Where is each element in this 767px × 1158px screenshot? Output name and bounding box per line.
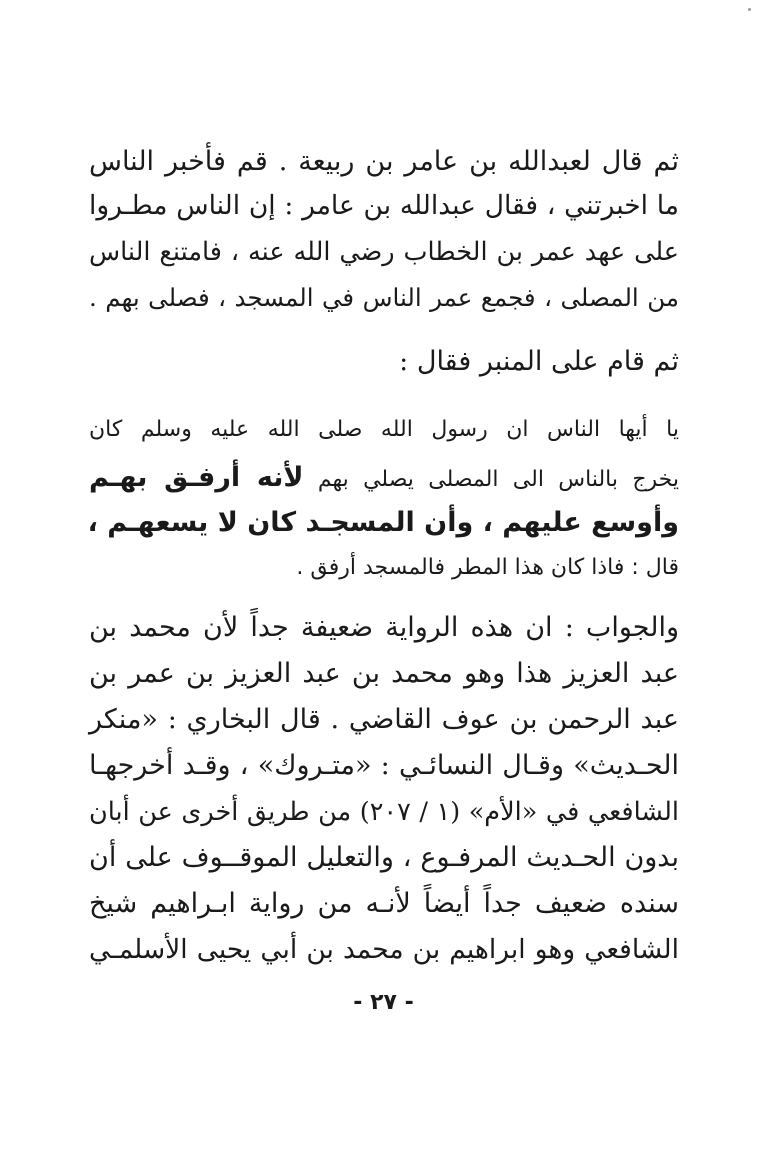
text-line: عبد العزيز هذا وهو محمد بن عبد العزيز بن عمر بن (89, 658, 679, 689)
text-line-bold: وأوسع عليهم ، وأن المسجـد كان لا يسعهـم ، (87, 507, 679, 538)
text-line: عبد الرحمن بن عوف القاضي . قال البخاري : «منكر (89, 704, 679, 735)
text-line: من المصلى ، فجمع عمر الناس في المسجد ، فصلى بهم . (89, 283, 679, 312)
plain-text: يخرج بالناس الى المصلى يصلي بهم (317, 467, 680, 492)
bold-text: لأنه أرفـق بهـم (89, 462, 304, 493)
text-line-mixed (89, 458, 679, 498)
page-number: - ٢٧ - (353, 990, 414, 1015)
text-line: الحـديث» وقـال النسائـي : «متـروك» ، وقـد أخرجهـا (89, 750, 679, 781)
text-line: قال : فاذا كان هذا المطر فالمسجد أرفق . (296, 555, 679, 580)
text-line: الشافعي في «الأم» (١ / ٢٠٧) من طريق أخرى عن أبان (89, 797, 679, 827)
text-line: الشافعي وهو ابراهيم بن محمد بن أبي يحيى الأسلمـي (89, 934, 679, 965)
scan-speck (748, 8, 751, 11)
text-line: ثم قام على المنبر فقال : (399, 346, 679, 377)
text-line: على عهد عمر بن الخطاب رضي الله عنه ، فامتنع الناس (89, 237, 679, 267)
text-line: ثم قال لعبدالله بن عامر بن ربيعة . قم فأخبر الناس (89, 146, 679, 177)
text-line: ما اخبرتني ، فقال عبدالله بن عامر : إن الناس مطـروا (89, 190, 679, 221)
text-line: سنده ضعيف جداً أيضاً لأنـه من رواية ابـراهيم شيخ (89, 888, 679, 919)
text-line: والجواب : ان هذه الرواية ضعيفة جداً لأن محمد بن (89, 612, 679, 643)
text-line: بدون الحـديث المرفـوع ، والتعليل الموقــوف على أن (89, 842, 679, 873)
text-line: يا أيها الناس ان رسول الله صلى الله عليه وسلم كان (89, 417, 679, 442)
